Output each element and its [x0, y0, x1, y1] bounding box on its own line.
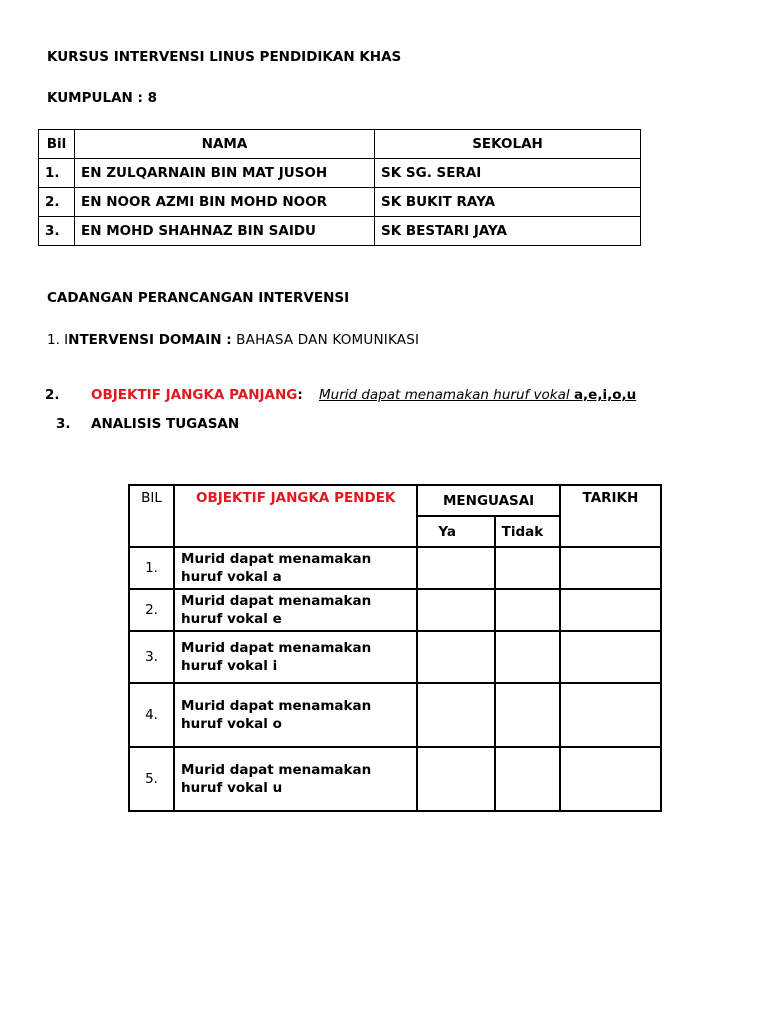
- analysis-cell-ya: [417, 631, 494, 683]
- analysis-header-date: TARIKH: [560, 485, 661, 547]
- analysis-row-objective: Murid dapat menamakan huruf vokal e: [174, 589, 417, 631]
- objective-vowels: a,e,i,o,u: [573, 387, 637, 403]
- long-term-objective-label: [91, 387, 303, 403]
- analysis-header-tidak: Tidak: [495, 516, 560, 547]
- plan-heading: CADANGAN PERANCANGAN INTERVENSI: [47, 290, 350, 306]
- analysis-cell-date: [560, 747, 661, 811]
- item-2-number: 2.: [45, 387, 60, 403]
- analysis-cell-tidak: [495, 631, 560, 683]
- analysis-row: [129, 747, 661, 811]
- header-nama: NAMA: [75, 130, 375, 159]
- header-bil: Bil: [39, 130, 75, 159]
- analysis-row-objective: Murid dapat menamakan huruf vokal i: [174, 631, 417, 683]
- analysis-row-bil: 4.: [129, 683, 174, 747]
- analysis-header-ya: Ya: [417, 516, 494, 547]
- analysis-row-objective: Murid dapat menamakan huruf vokal a: [174, 547, 417, 589]
- course-title: KURSUS INTERVENSI LINUS PENDIDIKAN KHAS: [47, 49, 402, 65]
- member-row: [39, 159, 641, 188]
- analysis-row-objective: Murid dapat menamakan huruf vokal u: [174, 747, 417, 811]
- member-bil: 1.: [39, 159, 75, 188]
- analysis-row: [129, 631, 661, 683]
- analysis-row-bil: 3.: [129, 631, 174, 683]
- objective-label-text: OBJEKTIF JANGKA PANJANG: [91, 387, 298, 403]
- member-school: SK BESTARI JAYA: [375, 217, 641, 246]
- analysis-cell-date: [560, 547, 661, 589]
- analysis-cell-tidak: [495, 683, 560, 747]
- member-name: EN MOHD SHAHNAZ BIN SAIDU: [75, 217, 375, 246]
- member-bil: 2.: [39, 188, 75, 217]
- member-row: [39, 217, 641, 246]
- analysis-header-objective: OBJEKTIF JANGKA PENDEK: [174, 485, 417, 547]
- group-label: KUMPULAN : 8: [47, 90, 158, 106]
- long-term-objective-text: [319, 387, 636, 403]
- header-sekolah: SEKOLAH: [375, 130, 641, 159]
- analysis-cell-ya: [417, 747, 494, 811]
- objective-colon: :: [297, 387, 303, 403]
- analysis-heading: ANALISIS TUGASAN: [91, 416, 240, 432]
- analysis-row-bil: 1.: [129, 547, 174, 589]
- domain-line: [47, 332, 419, 348]
- analysis-row: [129, 683, 661, 747]
- analysis-cell-tidak: [495, 547, 560, 589]
- analysis-cell-date: [560, 631, 661, 683]
- analysis-row: [129, 547, 661, 589]
- analysis-cell-tidak: [495, 589, 560, 631]
- objective-text: Murid dapat menamakan huruf vokal: [319, 387, 574, 403]
- members-table: [38, 129, 641, 246]
- domain-label: NTERVENSI DOMAIN :: [68, 332, 232, 348]
- analysis-header-row: [129, 485, 661, 516]
- analysis-cell-ya: [417, 589, 494, 631]
- member-bil: 3.: [39, 217, 75, 246]
- members-header-row: [39, 130, 641, 159]
- analysis-table: [128, 484, 662, 812]
- analysis-header-bil: BIL: [129, 485, 174, 547]
- domain-prefix: 1. I: [47, 332, 69, 348]
- analysis-cell-date: [560, 683, 661, 747]
- domain-value: BAHASA DAN KOMUNIKASI: [231, 332, 420, 348]
- analysis-cell-date: [560, 589, 661, 631]
- member-school: SK BUKIT RAYA: [375, 188, 641, 217]
- analysis-row: [129, 589, 661, 631]
- analysis-row-bil: 2.: [129, 589, 174, 631]
- item-3-number: 3.: [56, 416, 71, 432]
- analysis-cell-ya: [417, 547, 494, 589]
- member-name: EN ZULQARNAIN BIN MAT JUSOH: [75, 159, 375, 188]
- analysis-cell-tidak: [495, 747, 560, 811]
- member-row: [39, 188, 641, 217]
- member-name: EN NOOR AZMI BIN MOHD NOOR: [75, 188, 375, 217]
- analysis-row-bil: 5.: [129, 747, 174, 811]
- member-school: SK SG. SERAI: [375, 159, 641, 188]
- analysis-cell-ya: [417, 683, 494, 747]
- analysis-row-objective: Murid dapat menamakan huruf vokal o: [174, 683, 417, 747]
- analysis-header-mastery: MENGUASAI: [417, 485, 560, 516]
